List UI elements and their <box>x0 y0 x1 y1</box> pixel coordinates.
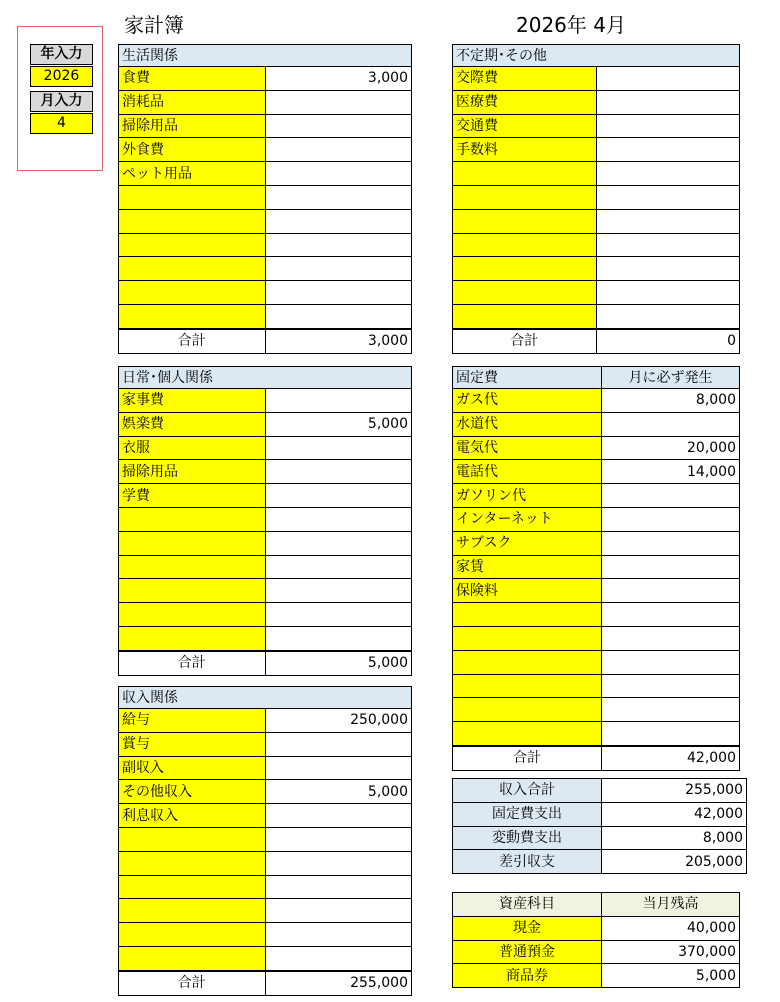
section-header <box>453 45 740 67</box>
category-cell[interactable] <box>119 555 266 579</box>
summary-table <box>452 778 747 874</box>
living-expenses-table <box>118 44 412 354</box>
amount-cell[interactable] <box>602 484 740 508</box>
table-row <box>453 412 740 436</box>
category-cell[interactable]: 交通費 <box>453 114 597 138</box>
assets-table <box>452 892 740 988</box>
table-row <box>119 209 412 233</box>
amount-cell[interactable] <box>265 162 412 186</box>
table-row <box>119 875 412 899</box>
amount-cell[interactable] <box>265 899 412 923</box>
category-cell[interactable] <box>453 281 597 305</box>
table-row <box>453 162 740 186</box>
category-cell[interactable]: 交際費 <box>453 67 597 91</box>
table-row <box>453 603 740 627</box>
table-row <box>119 531 412 555</box>
table-row <box>119 923 412 947</box>
category-cell[interactable]: 消耗品 <box>119 90 266 114</box>
category-cell[interactable] <box>119 579 266 603</box>
category-cell[interactable] <box>453 674 602 698</box>
category-cell[interactable]: 電気代 <box>453 436 602 460</box>
year-input-label: 年入力 <box>30 44 93 65</box>
month-input-label: 月入力 <box>30 91 93 112</box>
table-row <box>119 484 412 508</box>
table-row <box>453 460 740 484</box>
category-cell[interactable]: 掃除用品 <box>119 460 266 484</box>
category-cell[interactable] <box>119 851 266 875</box>
amount-cell[interactable] <box>265 257 412 281</box>
table-row <box>453 650 740 674</box>
amount-cell[interactable] <box>596 233 740 257</box>
amount-cell[interactable] <box>265 732 412 756</box>
table-row <box>453 304 740 328</box>
section-title: 生活関係 <box>119 45 412 67</box>
assets-header-value: 当月残高 <box>602 893 740 917</box>
table-row <box>119 899 412 923</box>
amount-cell[interactable] <box>602 603 740 627</box>
amount-cell[interactable] <box>596 114 740 138</box>
table-row <box>453 281 740 305</box>
summary-value: 8,000 <box>602 826 747 850</box>
summary-label: 変動費支出 <box>453 826 602 850</box>
amount-cell[interactable] <box>602 412 740 436</box>
table-row <box>453 555 740 579</box>
total-value: 3,000 <box>265 329 412 353</box>
category-cell[interactable] <box>453 650 602 674</box>
income-table <box>118 686 412 996</box>
amount-cell[interactable] <box>596 185 740 209</box>
table-row <box>453 436 740 460</box>
category-cell[interactable] <box>119 946 266 970</box>
category-cell[interactable]: 副収入 <box>119 756 266 780</box>
total-row <box>119 329 412 353</box>
table-row <box>453 674 740 698</box>
table-row <box>119 389 412 413</box>
table-row <box>119 827 412 851</box>
irregular-expenses-table <box>452 44 740 354</box>
table-row <box>453 257 740 281</box>
amount-cell[interactable] <box>265 756 412 780</box>
amount-cell[interactable] <box>265 555 412 579</box>
amount-cell[interactable]: 3,000 <box>265 67 412 91</box>
total-label: 合計 <box>119 971 266 995</box>
category-cell[interactable]: 利息収入 <box>119 804 266 828</box>
asset-row <box>453 916 740 940</box>
section-title: 収入関係 <box>119 687 412 709</box>
total-value: 5,000 <box>265 651 412 675</box>
category-cell[interactable] <box>119 531 266 555</box>
amount-cell[interactable] <box>596 281 740 305</box>
assets-header-label: 資産科目 <box>453 893 602 917</box>
table-row <box>119 90 412 114</box>
table-row <box>119 709 412 733</box>
summary-row <box>453 802 747 826</box>
amount-cell[interactable] <box>265 484 412 508</box>
category-cell[interactable]: 外食費 <box>119 138 266 162</box>
summary-value: 205,000 <box>602 850 747 874</box>
section-header <box>119 687 412 709</box>
category-cell[interactable] <box>453 722 602 746</box>
amount-cell[interactable] <box>265 579 412 603</box>
table-row <box>119 304 412 328</box>
table-row <box>119 579 412 603</box>
table-row <box>453 484 740 508</box>
category-cell[interactable]: ガソリン代 <box>453 484 602 508</box>
asset-row <box>453 964 740 988</box>
amount-cell[interactable] <box>265 304 412 328</box>
category-cell[interactable]: 手数料 <box>453 138 597 162</box>
category-cell[interactable]: 家事費 <box>119 389 266 413</box>
amount-cell[interactable] <box>265 507 412 531</box>
table-row <box>453 138 740 162</box>
category-cell[interactable]: 賞与 <box>119 732 266 756</box>
section-header <box>119 45 412 67</box>
category-cell[interactable]: ガス代 <box>453 389 602 413</box>
amount-cell[interactable] <box>602 579 740 603</box>
page-title: 家計簿 <box>124 13 184 37</box>
amount-cell[interactable] <box>602 626 740 650</box>
category-cell[interactable] <box>119 875 266 899</box>
amount-cell[interactable] <box>596 90 740 114</box>
asset-value[interactable]: 5,000 <box>602 964 740 988</box>
asset-value[interactable]: 40,000 <box>602 916 740 940</box>
section-title: 不定期･その他 <box>453 45 740 67</box>
asset-label[interactable]: 普通預金 <box>453 940 602 964</box>
amount-cell[interactable] <box>265 138 412 162</box>
category-cell[interactable] <box>119 827 266 851</box>
amount-cell[interactable]: 20,000 <box>602 436 740 460</box>
total-label: 合計 <box>119 329 266 353</box>
table-row <box>453 579 740 603</box>
section-header <box>119 367 412 389</box>
category-cell[interactable] <box>453 304 597 328</box>
total-value: 42,000 <box>602 746 740 770</box>
category-cell[interactable]: 医療費 <box>453 90 597 114</box>
category-cell[interactable]: 家賃 <box>453 555 602 579</box>
year-input[interactable]: 2026 <box>30 66 93 87</box>
category-cell[interactable] <box>119 603 266 627</box>
table-row <box>119 626 412 650</box>
amount-cell[interactable] <box>265 946 412 970</box>
table-row <box>453 698 740 722</box>
total-label: 合計 <box>453 746 602 770</box>
category-cell[interactable]: 保険料 <box>453 579 602 603</box>
category-cell[interactable]: その他収入 <box>119 780 266 804</box>
section-header <box>453 367 740 389</box>
amount-cell[interactable] <box>265 185 412 209</box>
total-row <box>453 746 740 770</box>
amount-cell[interactable] <box>602 555 740 579</box>
table-row <box>453 114 740 138</box>
category-cell[interactable] <box>119 507 266 531</box>
amount-cell[interactable] <box>596 138 740 162</box>
total-value: 0 <box>596 329 740 353</box>
category-cell[interactable] <box>453 185 597 209</box>
total-row <box>119 651 412 675</box>
amount-cell[interactable]: 8,000 <box>602 389 740 413</box>
amount-cell[interactable] <box>265 531 412 555</box>
asset-row <box>453 940 740 964</box>
category-cell[interactable] <box>453 698 602 722</box>
amount-cell[interactable] <box>265 603 412 627</box>
table-row <box>453 90 740 114</box>
asset-label[interactable]: 現金 <box>453 916 602 940</box>
daily-expenses-table <box>118 366 412 676</box>
table-row <box>119 732 412 756</box>
table-row <box>453 209 740 233</box>
table-row <box>453 507 740 531</box>
category-cell[interactable] <box>453 626 602 650</box>
section-title: 日常･個人関係 <box>119 367 412 389</box>
total-row <box>453 329 740 353</box>
category-cell[interactable]: 娯楽費 <box>119 412 266 436</box>
table-row <box>453 67 740 91</box>
table-row <box>119 555 412 579</box>
category-cell[interactable] <box>453 603 602 627</box>
summary-value: 42,000 <box>602 802 747 826</box>
table-row <box>119 162 412 186</box>
table-row <box>119 946 412 970</box>
total-label: 合計 <box>119 651 266 675</box>
category-cell[interactable]: 掃除用品 <box>119 114 266 138</box>
table-row <box>119 851 412 875</box>
amount-cell[interactable] <box>602 507 740 531</box>
total-label: 合計 <box>453 329 597 353</box>
category-cell[interactable] <box>119 185 266 209</box>
table-row <box>453 626 740 650</box>
amount-cell[interactable] <box>265 804 412 828</box>
amount-cell[interactable] <box>596 67 740 91</box>
category-cell[interactable] <box>119 281 266 305</box>
table-row <box>453 722 740 746</box>
category-cell[interactable]: 食費 <box>119 67 266 91</box>
table-row <box>119 780 412 804</box>
amount-cell[interactable] <box>596 162 740 186</box>
amount-cell[interactable] <box>602 674 740 698</box>
amount-cell[interactable] <box>265 827 412 851</box>
category-cell[interactable]: 水道代 <box>453 412 602 436</box>
category-cell[interactable]: ペット用品 <box>119 162 266 186</box>
amount-cell[interactable] <box>596 209 740 233</box>
category-cell[interactable]: サブスク <box>453 531 602 555</box>
table-row <box>119 281 412 305</box>
table-row <box>119 804 412 828</box>
category-cell[interactable]: 衣服 <box>119 436 266 460</box>
table-row <box>119 436 412 460</box>
amount-cell[interactable] <box>602 698 740 722</box>
amount-cell[interactable] <box>265 281 412 305</box>
section-note: 月に必ず発生 <box>602 367 740 389</box>
table-row <box>119 114 412 138</box>
asset-value[interactable]: 370,000 <box>602 940 740 964</box>
category-cell[interactable] <box>119 923 266 947</box>
section-title: 固定費 <box>453 367 602 389</box>
table-row <box>453 185 740 209</box>
assets-header <box>453 893 740 917</box>
category-cell[interactable] <box>453 209 597 233</box>
amount-cell[interactable]: 250,000 <box>265 709 412 733</box>
amount-cell[interactable]: 5,000 <box>265 412 412 436</box>
summary-label: 収入合計 <box>453 779 602 803</box>
category-cell[interactable] <box>119 626 266 650</box>
category-cell[interactable]: 学費 <box>119 484 266 508</box>
table-row <box>119 460 412 484</box>
total-row <box>119 971 412 995</box>
table-row <box>119 257 412 281</box>
amount-cell[interactable] <box>265 923 412 947</box>
table-row <box>119 138 412 162</box>
table-row <box>453 389 740 413</box>
period-label: 2026年 4月 <box>516 13 626 37</box>
amount-cell[interactable] <box>265 851 412 875</box>
amount-cell[interactable] <box>265 389 412 413</box>
category-cell[interactable] <box>119 209 266 233</box>
amount-cell[interactable] <box>596 304 740 328</box>
amount-cell[interactable] <box>265 114 412 138</box>
table-row <box>453 531 740 555</box>
amount-cell[interactable] <box>265 209 412 233</box>
summary-label: 固定費支出 <box>453 802 602 826</box>
amount-cell[interactable] <box>265 460 412 484</box>
amount-cell[interactable] <box>602 531 740 555</box>
summary-value: 255,000 <box>602 779 747 803</box>
month-input[interactable]: 4 <box>30 113 93 134</box>
table-row <box>119 185 412 209</box>
total-value: 255,000 <box>265 971 412 995</box>
summary-row <box>453 826 747 850</box>
amount-cell[interactable] <box>596 257 740 281</box>
table-row <box>119 233 412 257</box>
amount-cell[interactable] <box>265 436 412 460</box>
asset-label[interactable]: 商品券 <box>453 964 602 988</box>
category-cell[interactable] <box>119 257 266 281</box>
category-cell[interactable] <box>119 899 266 923</box>
category-cell[interactable] <box>453 162 597 186</box>
table-row <box>119 507 412 531</box>
category-cell[interactable]: インターネット <box>453 507 602 531</box>
table-row <box>453 233 740 257</box>
amount-cell[interactable] <box>602 650 740 674</box>
table-row <box>119 67 412 91</box>
category-cell[interactable]: 給与 <box>119 709 266 733</box>
amount-cell[interactable] <box>265 875 412 899</box>
amount-cell[interactable] <box>265 90 412 114</box>
amount-cell[interactable] <box>265 233 412 257</box>
category-cell[interactable] <box>453 233 597 257</box>
summary-row <box>453 779 747 803</box>
table-row <box>119 603 412 627</box>
summary-row <box>453 850 747 874</box>
summary-label: 差引収支 <box>453 850 602 874</box>
amount-cell[interactable] <box>265 626 412 650</box>
category-cell[interactable] <box>119 304 266 328</box>
category-cell[interactable] <box>453 257 597 281</box>
table-row <box>119 756 412 780</box>
table-row <box>119 412 412 436</box>
category-cell[interactable] <box>119 233 266 257</box>
amount-cell[interactable]: 5,000 <box>265 780 412 804</box>
amount-cell[interactable] <box>602 722 740 746</box>
fixed-expenses-table <box>452 366 740 771</box>
category-cell[interactable]: 電話代 <box>453 460 602 484</box>
amount-cell[interactable]: 14,000 <box>602 460 740 484</box>
